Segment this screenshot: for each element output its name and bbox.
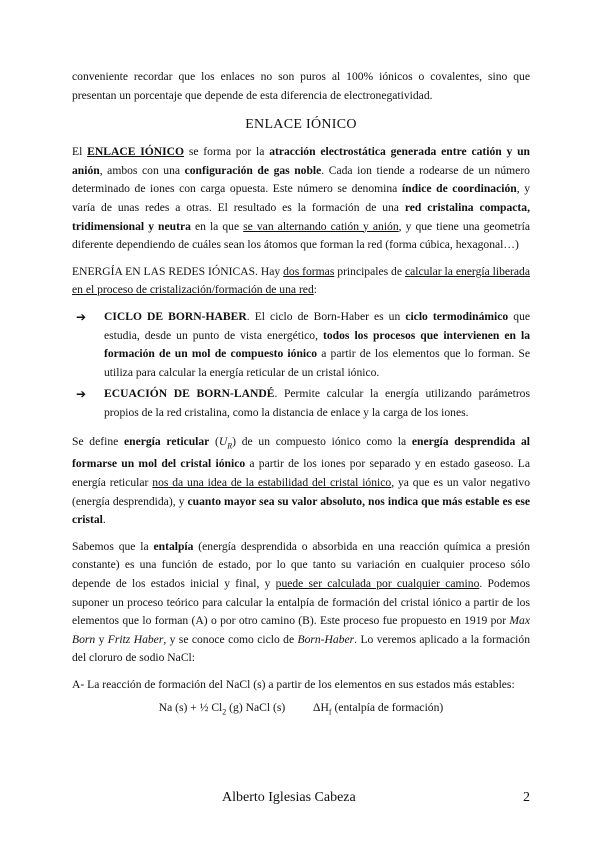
- italic-name: Max Born: [72, 614, 530, 646]
- text-run: A- La reacción de formación del NaCl (s) a partir de los elementos en sus estados más estables:: [72, 677, 515, 691]
- underlined-phrase: nos da una idea de la estabilidad del cristal iónico: [152, 476, 392, 489]
- reactants: Na (s) + ½ Cl: [158, 700, 223, 714]
- bold-phrase: red cristalina compacta, tridimensional y neutra: [72, 200, 530, 233]
- term-ionic-bond: ENLACE IÓNICO: [87, 145, 185, 159]
- text-run: :: [313, 283, 317, 297]
- text-run: en la que: [190, 219, 244, 233]
- paragraph-ionic-bond: [72, 143, 530, 255]
- intro-text: conveniente recordar que los enlaces no son puros al 100% iónicos o covalentes, sino que presentan un porcentaje que depende de esta diferencia de electronegatividad.: [72, 70, 530, 102]
- section-title: ENLACE IÓNICO: [245, 117, 357, 133]
- text-run: se forma por la: [184, 145, 270, 159]
- subscript: 2: [222, 706, 227, 716]
- product: NaCl (s): [245, 700, 286, 714]
- text-run: , y se conoce como ciclo de: [163, 632, 298, 646]
- text-run: .: [102, 513, 106, 527]
- text-run: a partir de los iones por separado y en estado gaseoso. La energía reticular: [72, 457, 530, 489]
- underlined-phrase: dos formas: [283, 264, 335, 278]
- text-run: , ambos con una: [99, 163, 185, 177]
- bullet-text: [104, 308, 530, 382]
- text-run: (: [209, 434, 219, 448]
- text-run: . Lo veremos aplicado a la formación del cloruro de sodio NaCl:: [72, 632, 530, 665]
- text-run: Se define: [72, 434, 124, 448]
- bold-phrase: todos los procesos que intervienen en la formación de un mol de compuesto iónico: [104, 328, 530, 361]
- text-run: a partir de los elementos que lo forman. Se utiliza para calcular la energía reticular de un cristal iónico.: [104, 347, 530, 379]
- footer-author: Alberto Iglesias Cabeza: [222, 790, 356, 805]
- bold-phrase: ciclo termodinámico: [405, 309, 509, 323]
- bold-phrase: índice de coordinación: [401, 182, 517, 196]
- term-lattice-energies: ENERGÍA EN LAS REDES IÓNICAS: [72, 264, 256, 278]
- text-run: . Podemos suponer un proceso teórico para calcular la entalpía de formación del cristal iónico a partir de los elementos que lo forman (A) o por otro camino (B). Este proceso fue propuesto en 1919 por: [72, 576, 530, 628]
- text-run: . El ciclo de Born-Haber es un: [246, 309, 406, 323]
- bold-phrase: energía reticular: [123, 434, 210, 448]
- text-run: , y que tiene una geometría diferente dependiendo de cuáles sean los átomos que forman la red (forma cúbica, hexagonal…): [72, 219, 530, 252]
- intro-paragraph: [72, 68, 530, 105]
- bullet-born-lande: [72, 385, 530, 422]
- bold-phrase: atracción electrostática generada entre catión y un anión: [72, 145, 531, 177]
- bold-phrase: entalpía: [153, 539, 194, 553]
- arrow-bullet-icon: ➔: [76, 387, 87, 402]
- bullet-text: [104, 385, 530, 422]
- enthalpy-label: (entalpía de formación): [331, 700, 444, 714]
- paragraph-enthalpy: [72, 538, 530, 668]
- document-page: [72, 68, 530, 721]
- underlined-phrase: calcular la energía liberada en el proceso de cristalización/formación de una red: [72, 264, 531, 297]
- text-run: , ya que es un valor negativo (energía desprendida), y: [72, 476, 530, 508]
- text-run: (energía desprendida o absorbida en una reacción química a presión constante) es una función de estado, por lo que tanto su variación en cualquier proceso sólo depende de los estados inicial y final, y: [72, 539, 530, 590]
- text-run: ) de un compuesto iónico como la: [232, 434, 412, 448]
- reactant-state: (g): [226, 700, 246, 714]
- text-run: , y varía de unas redes a otras. El resultado es la formación de una: [72, 182, 530, 214]
- text-run: El: [72, 145, 88, 159]
- symbol-u: U: [218, 434, 228, 448]
- enthalpy-symbol: ΔH: [313, 700, 329, 714]
- bold-phrase: ECUACIÓN DE BORN-LANDÉ: [104, 387, 275, 401]
- formation-reaction: [72, 699, 530, 722]
- symbol-subscript: R: [227, 440, 233, 450]
- paragraph-step-a: [72, 676, 530, 695]
- italic-name: Fritz Haber: [107, 632, 164, 646]
- underlined-phrase: puede ser calculada por cualquier camino: [275, 576, 480, 590]
- text-run: Sabemos que la: [72, 539, 154, 553]
- bold-phrase: energía desprendida al formarse un mol del cristal iónico: [72, 434, 531, 471]
- text-run: principales de: [334, 264, 405, 278]
- text-run: . Permite calcular la energía utilizando parámetros propios de la red cristalina, como la distancia de enlace y la carga de los iones.: [104, 387, 530, 419]
- bold-phrase: CICLO DE BORN-HABER: [104, 309, 247, 323]
- arrow-bullet-icon: ➔: [76, 309, 87, 324]
- paragraph-lattice-energy: [72, 263, 530, 300]
- text-run: . Hay: [255, 264, 284, 278]
- text-run: . Cada ion tiende a rodearse de un número determinado de iones con carga opuesta. Este número se denomina: [72, 163, 530, 196]
- italic-name: Born-Haber: [297, 632, 355, 646]
- enthalpy-subscript: f: [328, 706, 332, 716]
- paragraph-definition: [72, 433, 530, 530]
- text-run: que estudia, desde un punto de vista energético,: [104, 309, 531, 342]
- page-number: 2: [523, 790, 530, 805]
- bullet-born-haber: [72, 308, 530, 382]
- underlined-phrase: se van alternando catión y anión: [243, 219, 399, 233]
- bold-phrase: configuración de gas noble: [184, 163, 322, 177]
- text-run: y: [95, 632, 108, 646]
- bold-phrase: cuanto mayor sea su valor absoluto, nos indica que más estable es ese cristal: [72, 494, 530, 527]
